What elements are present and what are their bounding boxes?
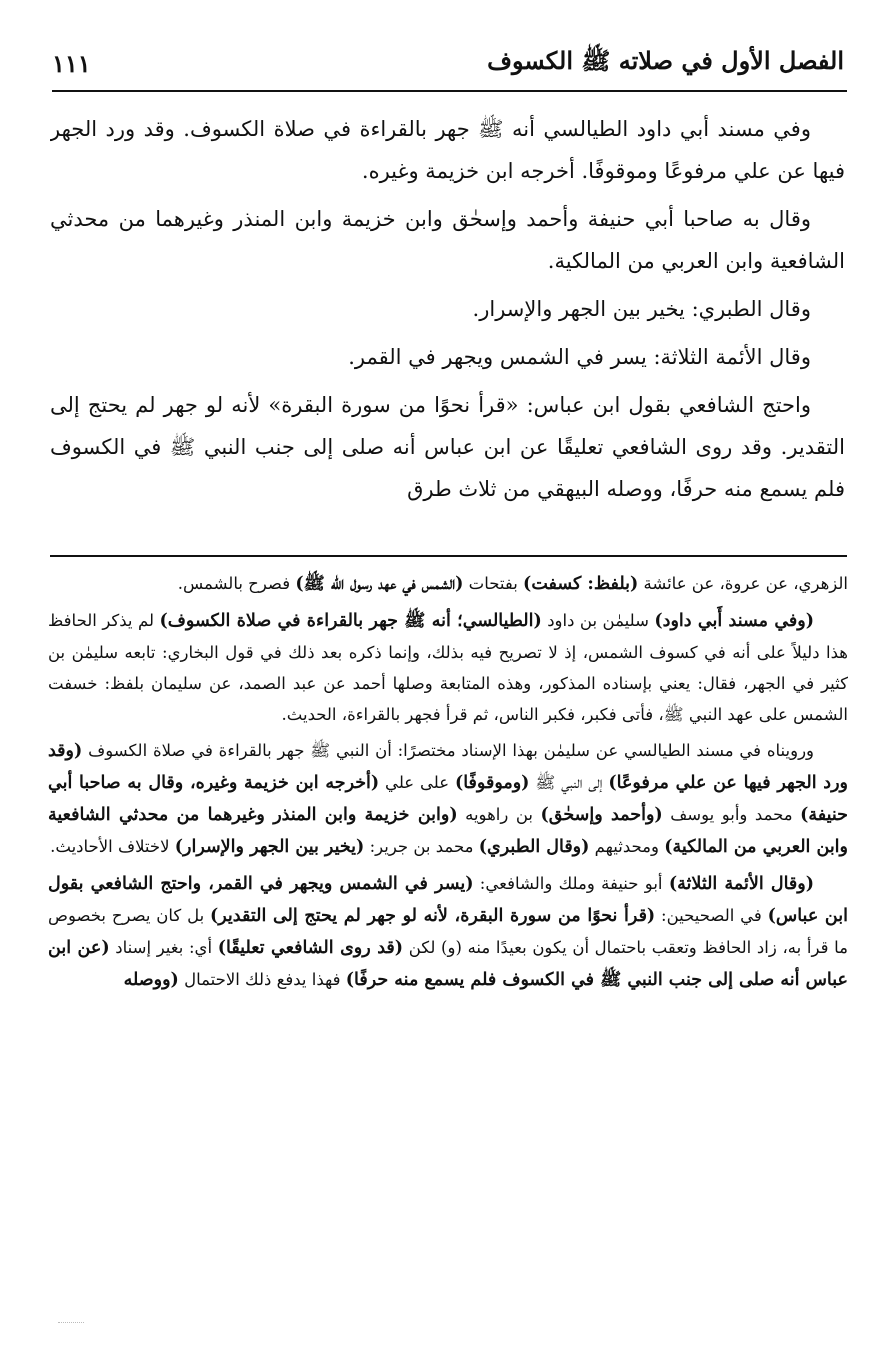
commentary-text-run: إلى النبي ﷺ [529, 773, 609, 792]
page-header [52, 38, 844, 88]
commentary-text-run: ومحدثيهم [589, 837, 665, 856]
commentary-text-run: محمد بن جرير: [364, 837, 479, 856]
main-text [50, 108, 845, 546]
commentary-text-run: بن راهويه [457, 805, 541, 824]
commentary-text-run: سليمٰن بن داود [541, 611, 655, 630]
commentary-quote: (ووصله [123, 970, 179, 990]
commentary-paragraph [48, 605, 848, 730]
commentary-text-run: محمد وأبو يوسف [662, 805, 801, 824]
commentary-quote: (قد روى الشافعي تعليقًا) [217, 938, 404, 958]
commentary-quote: (وقد ورد الجهر فيها عن علي مرفوعًا) [48, 741, 848, 793]
commentary-text [48, 568, 848, 1288]
commentary-text-run: أي: بغير إسناد [109, 938, 218, 957]
main-paragraph: وقال به صاحبا أبي حنيفة وأحمد وإسحٰق وابن خزيمة وابن المنذر وغيرهما من محدثي الشافعية وابن العربي من المالكية. [50, 207, 845, 273]
page-number: ١١١ [52, 48, 91, 78]
commentary-quote: (وفي مسند أَبي داود) [654, 611, 815, 631]
commentary-quote: (وقال الطبري) [478, 837, 590, 857]
commentary-quote: (وابن خزيمة وابن المنذر وغيرهما من محدثي الشافعية وابن العربي من المالكية) [48, 805, 848, 857]
commentary-text-run: لاختلاف الأحاديث. [50, 837, 175, 856]
commentary-text-run: فصرح بالشمس. [177, 574, 296, 593]
commentary-text-run: في الصحيحين: [655, 906, 768, 925]
commentary-text-run: الزهري، عن عروة، عن عائشة [638, 574, 848, 593]
commentary-text-run: على علي [379, 773, 455, 792]
header-rule [52, 90, 847, 92]
commentary-paragraph [48, 568, 848, 600]
commentary-paragraph [48, 868, 848, 996]
commentary-separator [50, 555, 847, 557]
commentary-quote: (بلفظ: كسفت) [523, 574, 639, 594]
commentary-quote: (وقال الأئمة الثلاثة) [668, 874, 814, 894]
commentary-quote: (الشمس في عهد رسول الله ﷺ) [295, 574, 464, 594]
scan-smudge [58, 1322, 84, 1327]
chapter-title: الفصل الأول في صلاته ﷺ الكسوف [487, 45, 844, 75]
main-paragraph: وقال الطبري: يخير بين الجهر والإسرار. [472, 297, 811, 321]
commentary-quote: (يخير بين الجهر والإسرار) [174, 837, 365, 857]
commentary-text-run: بفتحات [463, 574, 524, 593]
commentary-text-run: فهذا يدفع ذلك الاحتمال [178, 970, 346, 989]
commentary-quote: (الطيالسي؛ أنه ﷺ جهر بالقراءة في صلاة الكسوف) [159, 611, 542, 631]
main-paragraph: واحتج الشافعي بقول ابن عباس: «قرأ نحوًا من سورة البقرة» لأنه لو جهر لم يحتج إلى التقدير. وقد روى الشافعي تعليقًا عن ابن عباس أنه صلى إلى جنب النبي ﷺ في الكسوف فلم يسمع منه حرفًا، ووصله البيهقي من ثلاث طرق [50, 393, 845, 501]
commentary-text-run: بل كان يصرح بخصوص ما قرأ به، زاد الحافظ وتعقب باحتمال أن يكون بعيدًا منه (و) لكن [48, 906, 848, 957]
commentary-quote: (وموقوفًا) [454, 773, 530, 793]
commentary-text-run: ورويناه في مسند الطيالسي عن سليمٰن بهذا الإسناد مختصرًا: أن النبي ﷺ جهر بالقراءة في صلاة الكسوف [82, 741, 814, 760]
commentary-text-run: لم يذكر الحافظ هذا دليلاً على أنه في كسوف الشمس، إذ لا تصريح فيه بذلك، وإنما ذكره بعد ذلك في قول البخاري: تابعه سليمٰن بن كثير في الجهر، فقال: يعني بإسناده المذكور، وهذه المتابعة وصلها أحمد عن عبد الصمد، عن سليمان بلفظ: خسفت الشمس على عهد النبي ﷺ، فأتى فكبر، فكبر الناس، ثم قرأ فجهر بالقراءة، الحديث. [48, 611, 848, 724]
commentary-quote: (أخرجه ابن خزيمة وغيره، وقال به صاحبا أبي حنيفة) [48, 773, 848, 825]
commentary-text-run: أبو حنيفة وملك والشافعي: [473, 874, 669, 893]
commentary-quote: (قرأ نحوًا من سورة البقرة، لأنه لو جهر لم يحتج إلى التقدير) [210, 906, 656, 926]
commentary-quote: (يسر في الشمس ويجهر في القمر، واحتج الشافعي بقول ابن عباس) [48, 874, 848, 926]
commentary-quote: (عن ابن عباس أنه صلى إلى جنب النبي ﷺ في الكسوف فلم يسمع منه حرفًا) [48, 938, 848, 990]
commentary-quote: (وأحمد وإسحٰق) [540, 805, 663, 825]
main-paragraph: وفي مسند أبي داود الطيالسي أنه ﷺ جهر بالقراءة في صلاة الكسوف. وقد ورد الجهر فيها عن علي مرفوعًا وموقوفًا. أخرجه ابن خزيمة وغيره. [50, 117, 845, 183]
commentary-paragraph [48, 735, 848, 863]
main-paragraph: وقال الأئمة الثلاثة: يسر في الشمس ويجهر في القمر. [348, 345, 811, 369]
